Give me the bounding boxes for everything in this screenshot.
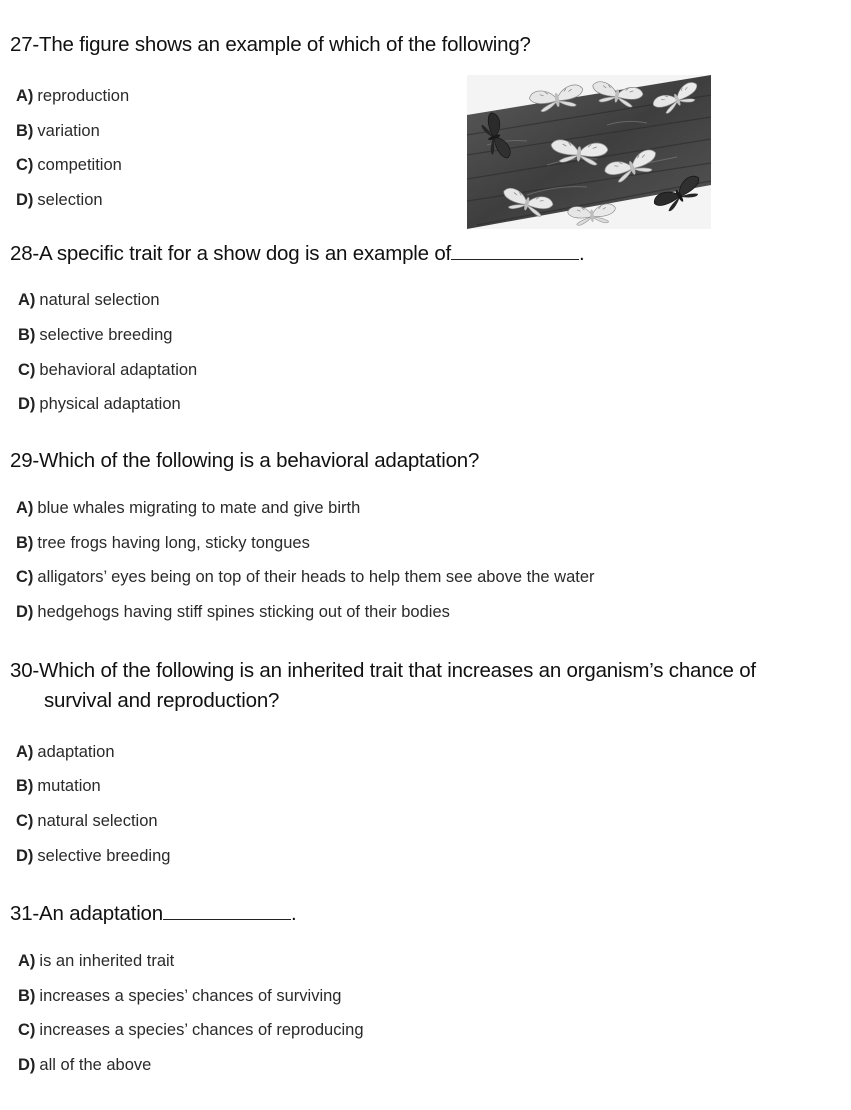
option-text: reproduction	[37, 87, 130, 105]
option-text: selective breeding	[39, 326, 173, 344]
option-letter: A)	[16, 499, 34, 517]
option-letter: A)	[18, 952, 36, 970]
option-31-a[interactable]	[18, 950, 174, 972]
option-letter: C)	[18, 1021, 36, 1039]
option-text: mutation	[37, 777, 101, 795]
option-letter: C)	[16, 812, 34, 830]
question-text: A specific trait for a show dog is an example of	[39, 242, 452, 265]
option-27-d[interactable]	[16, 189, 103, 211]
option-text: physical adaptation	[39, 395, 181, 413]
option-letter: A)	[16, 743, 34, 761]
question-text-continued: survival and reproduction?	[44, 689, 280, 712]
option-letter: B)	[16, 122, 34, 140]
question-28	[10, 239, 585, 269]
answer-blank	[451, 241, 579, 260]
question-31	[10, 899, 296, 929]
option-letter: D)	[18, 1056, 36, 1074]
option-letter: A)	[18, 291, 36, 309]
option-28-c[interactable]	[18, 359, 197, 381]
option-text: tree frogs having long, sticky tongues	[37, 534, 310, 552]
option-30-a[interactable]	[16, 741, 115, 763]
question-30	[10, 656, 756, 716]
option-29-d[interactable]	[16, 601, 450, 623]
option-30-d[interactable]	[16, 845, 170, 867]
question-number: 30-	[10, 659, 40, 682]
option-text: all of the above	[39, 1056, 152, 1074]
option-27-a[interactable]	[16, 85, 129, 107]
option-letter: B)	[16, 534, 34, 552]
option-text: blue whales migrating to mate and give birth	[37, 499, 361, 517]
option-text: increases a species’ chances of surviving	[39, 987, 342, 1005]
option-text: alligators’ eyes being on top of their heads to help them see above the water	[37, 568, 595, 586]
option-text: increases a species’ chances of reproducing	[39, 1021, 364, 1039]
question-29	[10, 446, 479, 476]
question-text: Which of the following is an inherited trait that increases an organism’s chance of	[39, 659, 756, 682]
question-text: Which of the following is a behavioral adaptation?	[39, 449, 480, 472]
option-28-d[interactable]	[18, 393, 181, 415]
option-letter: C)	[16, 156, 34, 174]
option-letter: C)	[18, 361, 36, 379]
option-letter: D)	[16, 847, 34, 865]
option-text: behavioral adaptation	[39, 361, 198, 379]
option-31-b[interactable]	[18, 985, 341, 1007]
answer-blank	[163, 901, 291, 920]
option-30-c[interactable]	[16, 810, 158, 832]
question-text: The figure shows an example of which of the following?	[39, 33, 531, 56]
option-text: selection	[37, 191, 103, 209]
option-29-b[interactable]	[16, 532, 310, 554]
option-text: adaptation	[37, 743, 115, 761]
option-27-c[interactable]	[16, 154, 122, 176]
question-number: 28-	[10, 242, 40, 265]
option-letter: B)	[18, 326, 36, 344]
option-letter: D)	[16, 191, 34, 209]
option-letter: B)	[18, 987, 36, 1005]
option-text: hedgehogs having stiff spines sticking out of their bodies	[37, 603, 450, 621]
option-letter: A)	[16, 87, 34, 105]
option-letter: C)	[16, 568, 34, 586]
question-number: 31-	[10, 902, 40, 925]
option-text: is an inherited trait	[39, 952, 175, 970]
option-29-a[interactable]	[16, 497, 360, 519]
option-28-b[interactable]	[18, 324, 172, 346]
option-28-a[interactable]	[18, 289, 160, 311]
option-31-d[interactable]	[18, 1054, 151, 1076]
option-text: variation	[37, 122, 100, 140]
option-29-c[interactable]	[16, 566, 595, 588]
question-number: 29-	[10, 449, 40, 472]
question-27	[10, 30, 531, 60]
option-31-c[interactable]	[18, 1019, 364, 1041]
option-letter: D)	[18, 395, 36, 413]
option-text: competition	[37, 156, 122, 174]
question-punctuation: .	[579, 242, 585, 265]
option-text: natural selection	[39, 291, 160, 309]
option-letter: D)	[16, 603, 34, 621]
question-punctuation: .	[290, 902, 297, 925]
question-number: 27-	[10, 33, 40, 56]
option-text: natural selection	[37, 812, 158, 830]
option-letter: B)	[16, 777, 34, 795]
peppered-moths-illustration-icon	[467, 75, 711, 229]
option-30-b[interactable]	[16, 775, 101, 797]
question-text: An adaptation	[39, 902, 163, 925]
option-text: selective breeding	[37, 847, 171, 865]
option-27-b[interactable]	[16, 120, 100, 142]
